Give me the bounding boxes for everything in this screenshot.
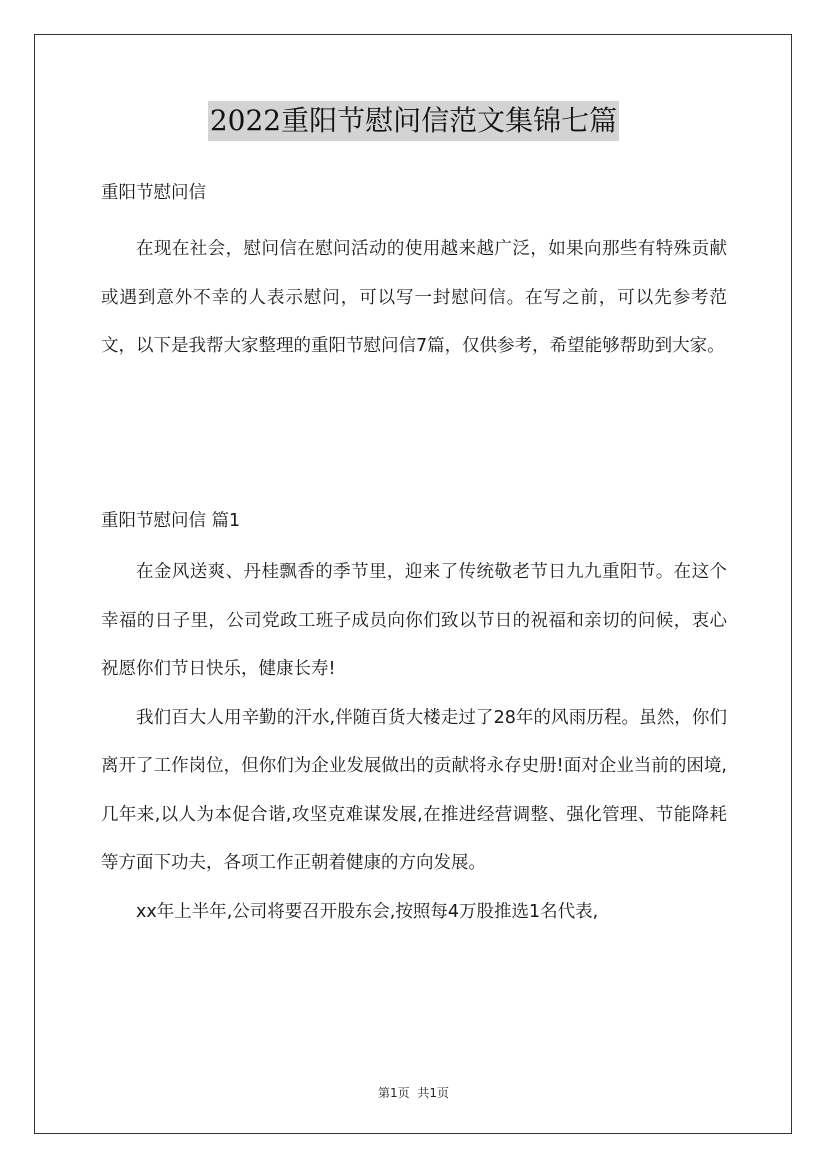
page-total: 共1页 [417, 1086, 450, 1100]
section-body [101, 548, 727, 936]
section-paragraph-2: 我们百大人用辛勤的汗水,伴随百货大楼走过了28年的风雨历程。虽然，你们离开了工作岗位，但你们为企业发展做出的贡献将永存史册!面对企业当前的困境,几年来,以人为本促合谐,攻坚克难谋发展,在推进经营调整、强化管理、节能降耗等方面下功夫，各项工作正朝着健康的方向发展。 [101, 707, 727, 873]
intro-heading: 重阳节慰问信 [101, 183, 206, 203]
page-number: 第1页 [377, 1086, 410, 1100]
intro-paragraph: 在现在社会，慰问信在慰问活动的使用越来越广泛，如果向那些有特殊贡献或遇到意外不幸的人表示慰问，可以写一封慰问信。在写之前，可以先参考范文，以下是我帮大家整理的重阳节慰问信7篇，仅供参考，希望能够帮助到大家。 [101, 239, 727, 356]
section-paragraph-1: 在金风送爽、丹桂飘香的季节里，迎来了传统敬老节日九九重阳节。在这个幸福的日子里，公司党政工班子成员向你们致以节日的祝福和亲切的问候，衷心祝愿你们节日快乐，健康长寿! [101, 562, 727, 679]
intro-section [101, 225, 727, 371]
section-heading: 重阳节慰问信 篇1 [101, 511, 241, 531]
title-container [0, 101, 827, 141]
page-footer [0, 1084, 827, 1101]
document-title: 2022重阳节慰问信范文集锦七篇 [208, 101, 619, 141]
section-paragraph-3: xx年上半年,公司将要召开股东会,按照每4万股推选1名代表, [136, 901, 599, 922]
